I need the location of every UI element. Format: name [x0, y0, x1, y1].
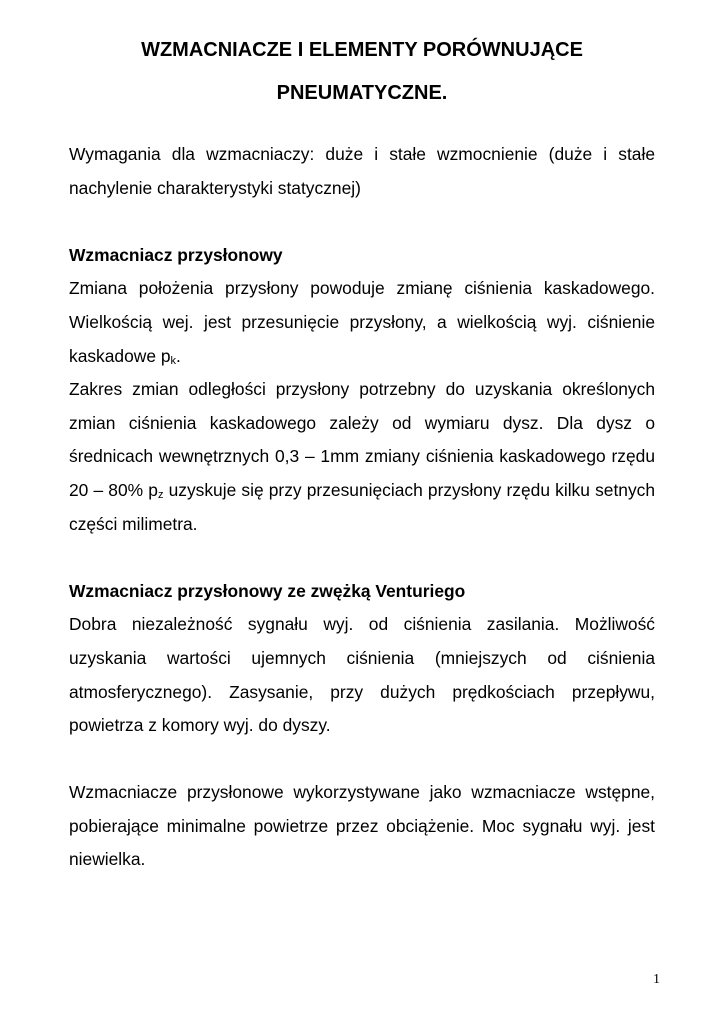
paragraph-text-end: uzyskuje się przy przesunięciach przysłony rzędu kilku setnych części milimetra.	[69, 479, 656, 534]
spacer	[69, 205, 655, 239]
section-heading-venturi-amplifier: Wzmacniacz przysłonowy ze zwężką Venturiego	[69, 580, 466, 601]
subscript-z: z	[157, 488, 164, 501]
venturi-amplifier-paragraph: Dobra niezależność sygnału wyj. od ciśnienia zasilania. Możliwość uzyskania wartości ujemnych ciśnienia (mniejszych od ciśnienia atmosferycznego). Zasysanie, przy dużych prędkościach przepływu, powietrza z komory wyj. do dyszy.	[69, 614, 655, 736]
page-title-line-1: WZMACNIACZE I ELEMENTY PORÓWNUJĄCE	[141, 39, 583, 61]
page-number: 1	[653, 972, 660, 987]
spacer	[69, 541, 655, 575]
paragraph-text: Zakres zmian odległości przysłony potrzebny do uzyskania określonych zmian ciśnienia kaskadowego zależy od wymiaru dysz. Dla dysz o średnicach wewnętrznych 0,3 – 1mm zmiany ciśnienia kaskadowego rzędu 20 – 80% p	[69, 379, 655, 500]
section-heading-aperture-amplifier: Wzmacniacz przysłonowy	[69, 244, 283, 265]
closing-paragraph: Wzmacniacze przysłonowe wykorzystywane jako wzmacniacze wstępne, pobierające minimalne powietrze przez obciążenie. Moc sygnału wyj. jest niewielka.	[69, 782, 655, 870]
paragraph-text-end: .	[176, 345, 181, 366]
subscript-k: k	[170, 354, 177, 367]
page-title-line-2: PNEUMATYCZNE.	[276, 82, 448, 104]
aperture-amplifier-paragraph-2	[69, 373, 655, 541]
aperture-amplifier-paragraph-1	[69, 272, 655, 373]
spacer	[69, 743, 655, 777]
document-body	[69, 138, 655, 877]
intro-paragraph: Wymagania dla wzmacniaczy: duże i stałe wzmocnienie (duże i stałe nachylenie charakterystyki statycznej)	[69, 144, 655, 198]
paragraph-text: Zmiana położenia przysłony powoduje zmianę ciśnienia kaskadowego. Wielkością wej. jest przesunięcie przysłony, a wielkością wyj. ciśnienie kaskadowe p	[69, 278, 655, 366]
